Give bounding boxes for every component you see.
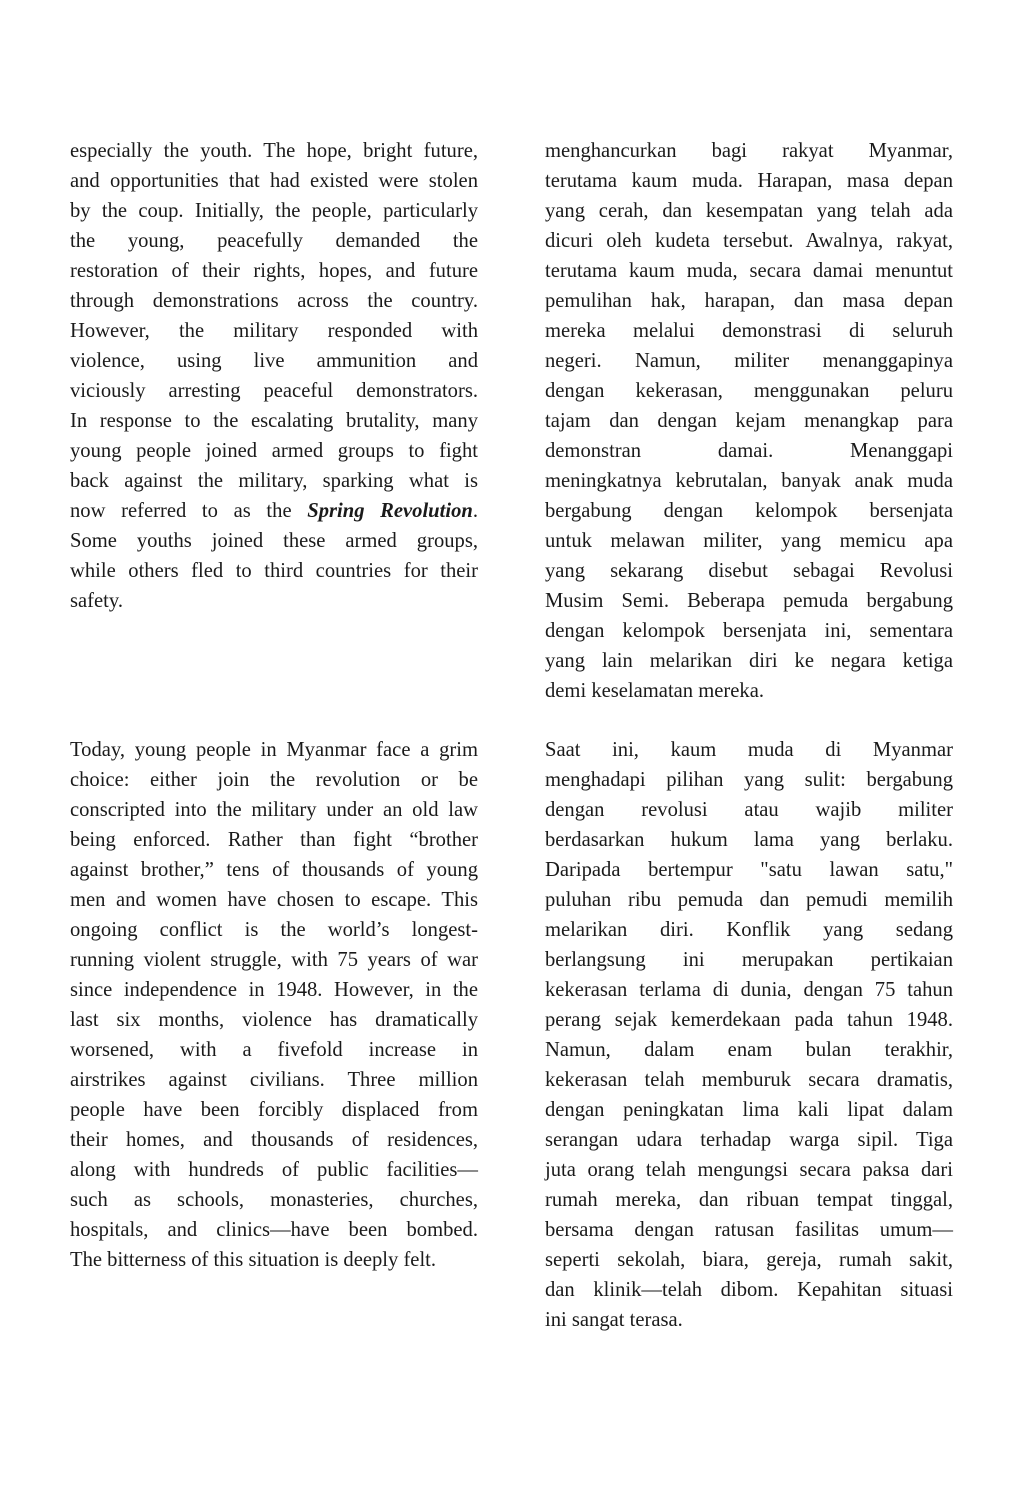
text-line: dengan kekerasan, menggunakan peluru xyxy=(545,380,953,402)
text-line: serangan udara terhadap warga sipil. Tiga xyxy=(545,1129,953,1151)
text-line: choice: either join the revolution or be xyxy=(70,769,478,791)
text-line: against brother,” tens of thousands of young xyxy=(70,859,478,881)
text-line: hospitals, and clinics—have been bombed. xyxy=(70,1219,478,1241)
text-line: kekerasan terlama di dunia, dengan 75 tahun xyxy=(545,979,953,1001)
text-line: rumah mereka, dan ribuan tempat tinggal, xyxy=(545,1189,953,1211)
text-line: ini sangat terasa. xyxy=(545,1309,683,1331)
text-line: The bitterness of this situation is deeply felt. xyxy=(70,1249,437,1271)
text-line: Daripada bertempur "satu lawan satu," xyxy=(545,859,953,881)
text-line: However, the military responded with xyxy=(70,320,478,342)
text-line: mereka melalui demonstrasi di seluruh xyxy=(545,320,953,342)
text-line: ongoing conflict is the world’s longest- xyxy=(70,919,478,941)
text-line: worsened, with a fivefold increase in xyxy=(70,1039,478,1061)
text-line: airstrikes against civilians. Three million xyxy=(70,1069,478,1091)
text-line: pemulihan hak, harapan, dan masa depan xyxy=(545,290,953,312)
text-line: menghancurkan bagi rakyat Myanmar, xyxy=(545,140,953,162)
text-line: melarikan diri. Konflik yang sedang xyxy=(545,919,953,941)
emphasized-term: Spring Revolution xyxy=(307,500,473,522)
text-line: yang cerah, dan kesempatan yang telah ada xyxy=(545,200,953,222)
text-line: dengan peningkatan lima kali lipat dalam xyxy=(545,1099,953,1121)
indonesian-paragraph-2 xyxy=(545,735,953,1335)
text-line: violence, using live ammunition and xyxy=(70,350,478,372)
text-line: berdasarkan hukum lama yang berlaku. xyxy=(545,829,953,851)
text-line: conscripted into the military under an old law xyxy=(70,799,478,821)
text-line: and opportunities that had existed were stolen xyxy=(70,170,478,192)
text-line: Today, young people in Myanmar face a grim xyxy=(70,739,478,761)
text-line: such as schools, monasteries, churches, xyxy=(70,1189,478,1211)
text-line: dengan revolusi atau wajib militer xyxy=(545,799,953,821)
text-line: being enforced. Rather than fight “brother xyxy=(70,829,478,851)
text-line: men and women have chosen to escape. This xyxy=(70,889,478,911)
text-line: yang lain melarikan diri ke negara ketiga xyxy=(545,650,953,672)
text-line: their homes, and thousands of residences, xyxy=(70,1129,478,1151)
text-line: tajam dan dengan kejam menangkap para xyxy=(545,410,953,432)
text-line: running violent struggle, with 75 years of war xyxy=(70,949,478,971)
text-line: terutama kaum muda. Harapan, masa depan xyxy=(545,170,953,192)
text-line: restoration of their rights, hopes, and future xyxy=(70,260,478,282)
text-line: demi keselamatan mereka. xyxy=(545,680,764,702)
text-line: seperti sekolah, biara, gereja, rumah sakit, xyxy=(545,1249,953,1271)
text-line: negeri. Namun, militer menanggapinya xyxy=(545,350,953,372)
text-line: menghadapi pilihan yang sulit: bergabung xyxy=(545,769,953,791)
text-line: terutama kaum muda, secara damai menuntut xyxy=(545,260,953,282)
text-line: In response to the escalating brutality, many xyxy=(70,410,478,432)
text-line: untuk melawan militer, yang memicu apa xyxy=(545,530,953,552)
text-line: young people joined armed groups to fight xyxy=(70,440,478,462)
text-line: puluhan ribu pemuda dan pemudi memilih xyxy=(545,889,953,911)
english-paragraph-2 xyxy=(70,735,478,1275)
text-line: Saat ini, kaum muda di Myanmar xyxy=(545,739,953,761)
text-line: bersama dengan ratusan fasilitas umum— xyxy=(545,1219,953,1241)
text-line: last six months, violence has dramatically xyxy=(70,1009,478,1031)
text-line: while others fled to third countries for their xyxy=(70,560,478,582)
text-line: demonstran damai. Menanggapi xyxy=(545,440,953,462)
text-line: safety. xyxy=(70,590,123,612)
text-line: berlangsung ini merupakan pertikaian xyxy=(545,949,953,971)
text-line: the young, peacefully demanded the xyxy=(70,230,478,252)
text-line: dan klinik—telah dibom. Kepahitan situasi xyxy=(545,1279,953,1301)
text-line: by the coup. Initially, the people, particularly xyxy=(70,200,478,222)
text-line: yang sekarang disebut sebagai Revolusi xyxy=(545,560,953,582)
text-line: Musim Semi. Beberapa pemuda bergabung xyxy=(545,590,953,612)
text-line: now referred to as the Spring Revolution. xyxy=(70,500,478,522)
indonesian-paragraph-1 xyxy=(545,136,953,706)
english-paragraph-1 xyxy=(70,136,478,616)
text-line: along with hundreds of public facilities— xyxy=(70,1159,478,1181)
text-line: meningkatnya kebrutalan, banyak anak muda xyxy=(545,470,953,492)
text-line: viciously arresting peaceful demonstrators. xyxy=(70,380,478,402)
text-line: perang sejak kemerdekaan pada tahun 1948. xyxy=(545,1009,953,1031)
text-line: dengan kelompok bersenjata ini, sementara xyxy=(545,620,953,642)
text-line: bergabung dengan kelompok bersenjata xyxy=(545,500,953,522)
text-line: back against the military, sparking what is xyxy=(70,470,478,492)
text-line: kekerasan telah memburuk secara dramatis, xyxy=(545,1069,953,1091)
text-line: Some youths joined these armed groups, xyxy=(70,530,478,552)
text-line: especially the youth. The hope, bright future, xyxy=(70,140,478,162)
text-line: dicuri oleh kudeta tersebut. Awalnya, rakyat, xyxy=(545,230,953,252)
text-line: Namun, dalam enam bulan terakhir, xyxy=(545,1039,953,1061)
text-line: juta orang telah mengungsi secara paksa dari xyxy=(545,1159,953,1181)
text-line: since independence in 1948. However, in the xyxy=(70,979,478,1001)
text-line: people have been forcibly displaced from xyxy=(70,1099,478,1121)
text-line: through demonstrations across the country. xyxy=(70,290,478,312)
